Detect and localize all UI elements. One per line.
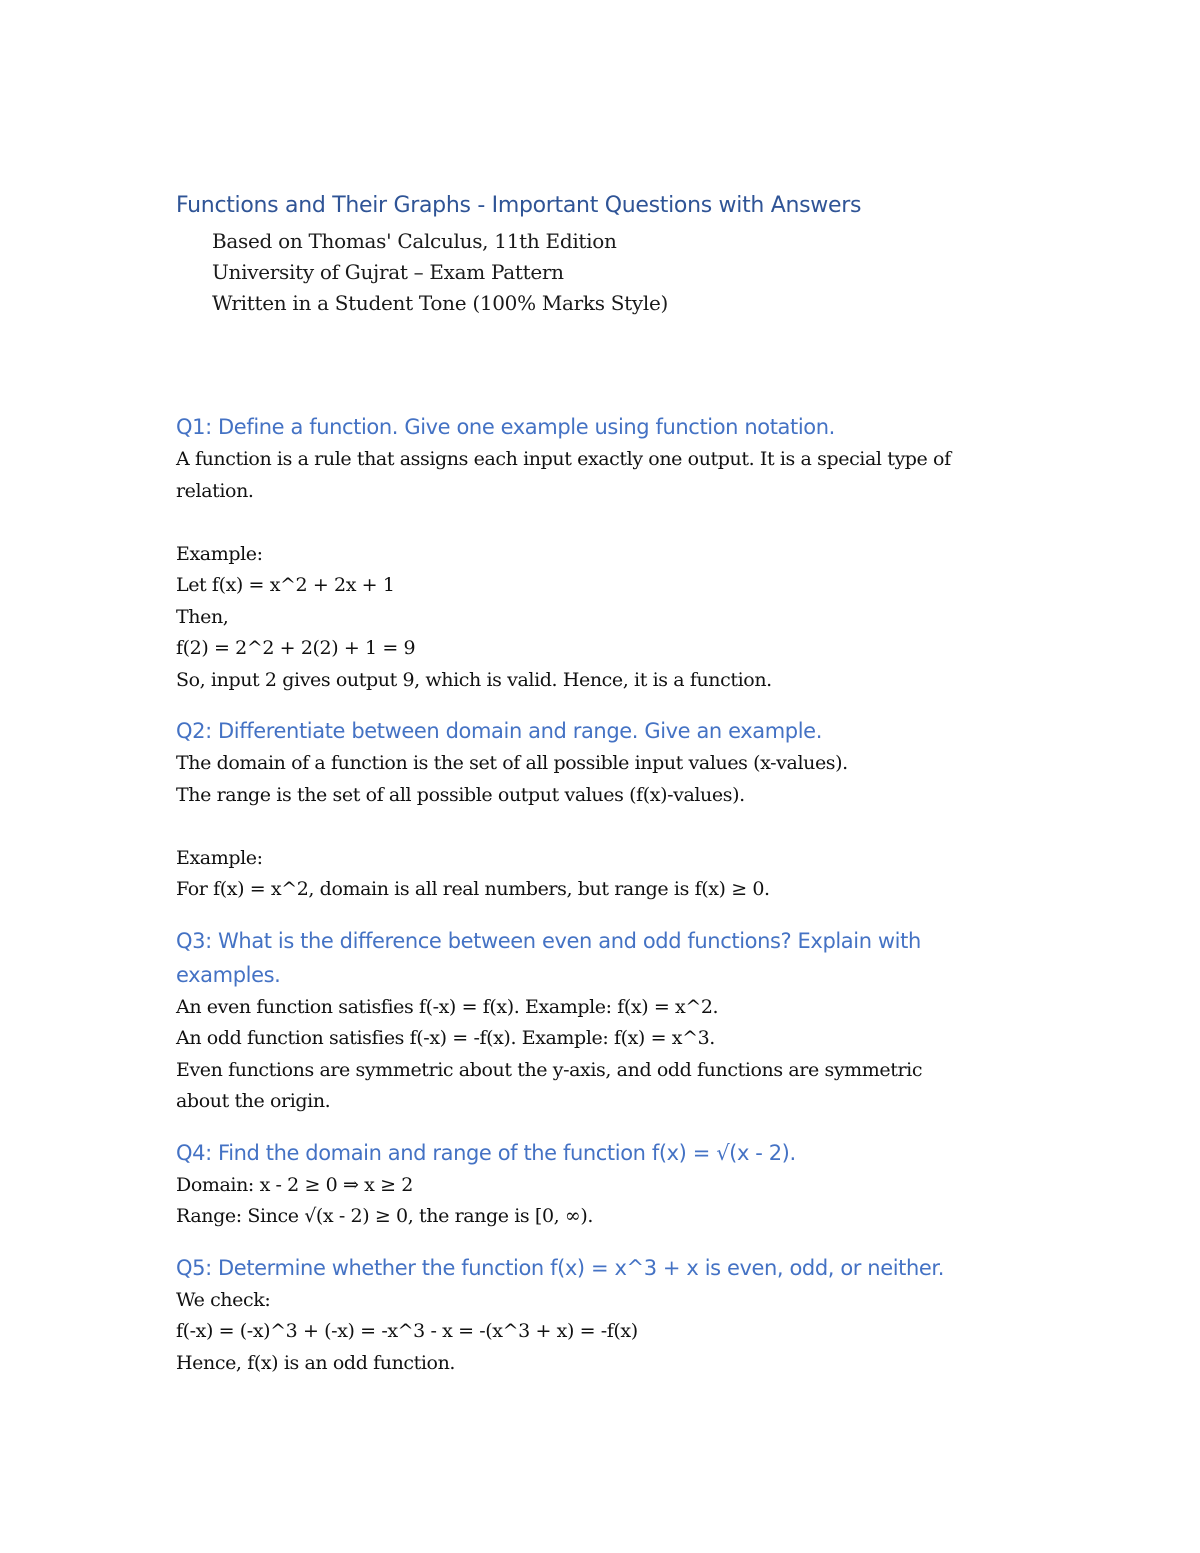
answer-line: Even functions are symmetric about the y-axis, and odd functions are symmetric (176, 1058, 923, 1081)
answer-line: Hence, f(x) is an odd function. (176, 1351, 456, 1374)
answer-line: about the origin. (176, 1090, 331, 1112)
question-2-section (176, 714, 1036, 906)
answer-line: We check: (176, 1288, 271, 1311)
answer-line: An odd function satisfies f(-x) = -f(x). Example: f(x) = x^3. (176, 1027, 715, 1049)
question-2-heading: Q2: Differentiate between domain and range. Give an example. (176, 719, 822, 743)
answer-line: f(-x) = (-x)^3 + (-x) = -x^3 - x = -(x^3 + x) = -f(x) (176, 1320, 638, 1342)
subtitle-block (212, 226, 1036, 319)
question-4-section (176, 1136, 1036, 1233)
blank-line (176, 811, 1036, 843)
answer-line: A function is a rule that assigns each input exactly one output. It is a special type of (176, 448, 951, 470)
subtitle-source: Based on Thomas' Calculus, 11th Edition (212, 229, 617, 253)
answer-line: relation. (176, 479, 254, 502)
answer-line: Then, (176, 605, 229, 628)
answer-line: Domain: x - 2 ≥ 0 ⇒ x ≥ 2 (176, 1173, 413, 1196)
subtitle-university: University of Gujrat – Exam Pattern (212, 260, 564, 284)
answer-line: f(2) = 2^2 + 2(2) + 1 = 9 (176, 637, 416, 659)
document-title: Functions and Their Graphs - Important Questions with Answers (176, 193, 862, 218)
answer-line: An even function satisfies f(-x) = f(x). Example: f(x) = x^2. (176, 995, 719, 1018)
question-4-heading: Q4: Find the domain and range of the function f(x) = √(x - 2). (176, 1140, 796, 1165)
question-1-heading: Q1: Define a function. Give one example using function notation. (176, 415, 835, 439)
document-content (176, 190, 1036, 1379)
answer-line: Example: (176, 542, 263, 565)
answer-line: Example: (176, 846, 263, 869)
question-5-heading: Q5: Determine whether the function f(x) = x^3 + x is even, odd, or neither. (176, 1255, 945, 1280)
answer-line: The domain of a function is the set of all possible input values (x-values). (176, 752, 848, 774)
answer-line: So, input 2 gives output 9, which is valid. Hence, it is a function. (176, 668, 772, 691)
answer-line: Range: Since √(x - 2) ≥ 0, the range is [0, ∞). (176, 1205, 593, 1227)
answer-line: The range is the set of all possible output values (f(x)-values). (176, 783, 745, 806)
question-1-section (176, 410, 1036, 696)
subtitle-tone: Written in a Student Tone (100% Marks Style) (212, 291, 669, 315)
answer-line: Let f(x) = x^2 + 2x + 1 (176, 574, 395, 596)
question-3-heading-line-1: Q3: What is the difference between even and odd functions? Explain with (176, 928, 921, 953)
question-3-heading-line-2: examples. (176, 962, 281, 987)
answer-line: For f(x) = x^2, domain is all real numbers, but range is f(x) ≥ 0. (176, 878, 770, 900)
question-5-section (176, 1251, 1036, 1380)
question-3-section (176, 924, 1036, 1118)
blank-line (176, 507, 1036, 539)
